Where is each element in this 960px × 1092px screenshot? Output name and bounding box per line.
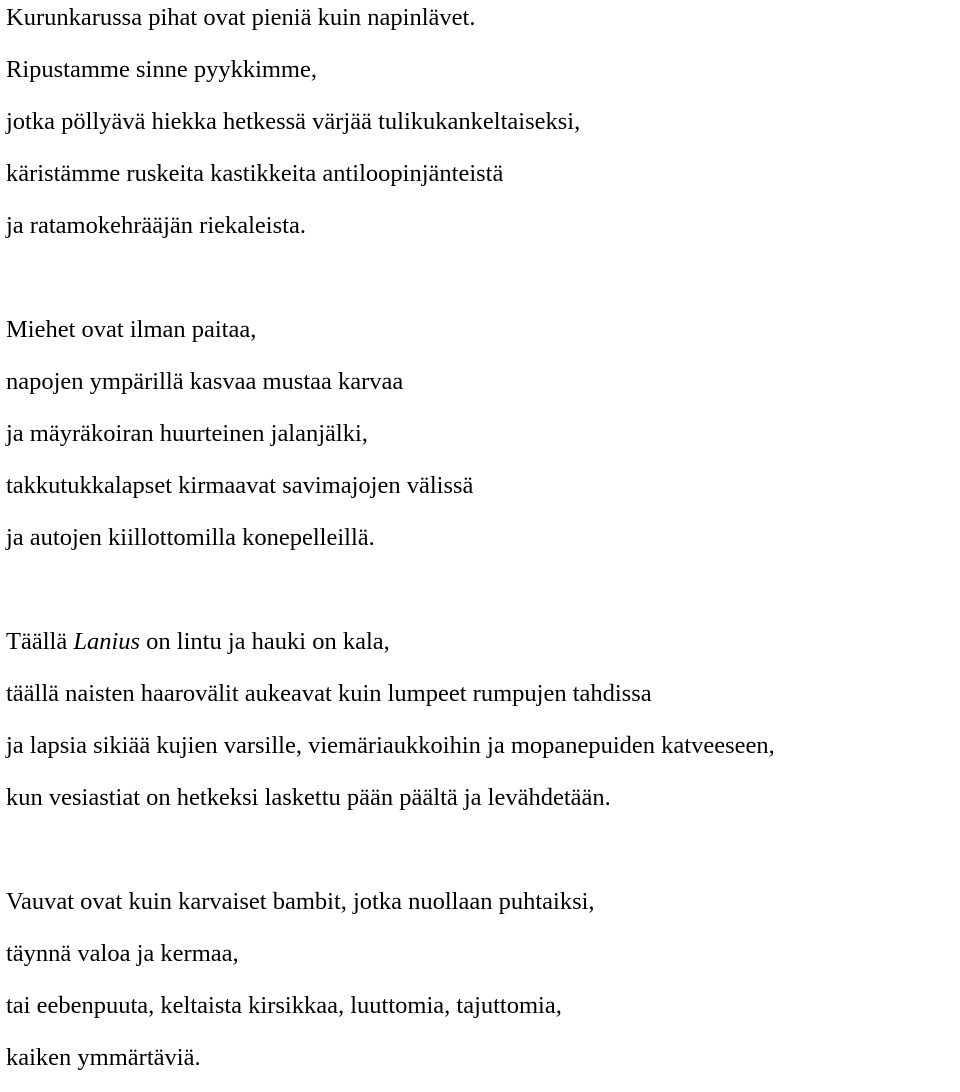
stanza-3 xyxy=(6,624,956,832)
poem-line: täynnä valoa ja kermaa, xyxy=(6,940,239,967)
poem-line: Kurunkarussa pihat ovat pieniä kuin napinlävet. xyxy=(6,4,476,31)
poem xyxy=(6,0,956,1092)
poem-line: tai eebenpuuta, keltaista kirsikkaa, luuttomia, tajuttomia, xyxy=(6,992,562,1019)
poem-line: Miehet ovat ilman paitaa, xyxy=(6,316,257,343)
poem-line: Vauvat ovat kuin karvaiset bambit, jotka nuollaan puhtaiksi, xyxy=(6,888,595,915)
stanza-gap xyxy=(6,260,956,312)
poem-line: ja mäyräkoiran huurteinen jalanjälki, xyxy=(6,420,368,447)
poem-line: kaiken ymmärtäviä. xyxy=(6,1044,201,1071)
poem-line: käristämme ruskeita kastikkeita antiloopinjänteistä xyxy=(6,160,504,187)
stanza-gap xyxy=(6,832,956,884)
poem-line-with-italic xyxy=(6,624,956,676)
species-name-italic: Lanius xyxy=(73,628,141,655)
poem-text: on lintu ja hauki on kala, xyxy=(140,628,390,655)
stanza-gap xyxy=(6,572,956,624)
poem-line: Ripustamme sinne pyykkimme, xyxy=(6,56,317,83)
poem-line: napojen ympärillä kasvaa mustaa karvaa xyxy=(6,368,404,395)
poem-line: ja autojen kiillottomilla konepelleillä. xyxy=(6,524,375,551)
poem-line: täällä naisten haarovälit aukeavat kuin lumpeet rumpujen tahdissa xyxy=(6,680,652,707)
stanza-4 xyxy=(6,884,956,1092)
poem-line: ja lapsia sikiää kujien varsille, viemäriaukkoihin ja mopanepuiden katveeseen, xyxy=(6,732,775,759)
poem-line: ja ratamokehrääjän riekaleista. xyxy=(6,212,306,239)
poem-text: Täällä xyxy=(6,628,74,655)
stanza-1 xyxy=(6,0,956,260)
poem-line: jotka pöllyävä hiekka hetkessä värjää tulikukankeltaiseksi, xyxy=(6,108,581,135)
poem-line: takkutukkalapset kirmaavat savimajojen välissä xyxy=(6,472,474,499)
stanza-2 xyxy=(6,312,956,572)
poem-line: kun vesiastiat on hetkeksi laskettu pään päältä ja levähdetään. xyxy=(6,784,611,811)
